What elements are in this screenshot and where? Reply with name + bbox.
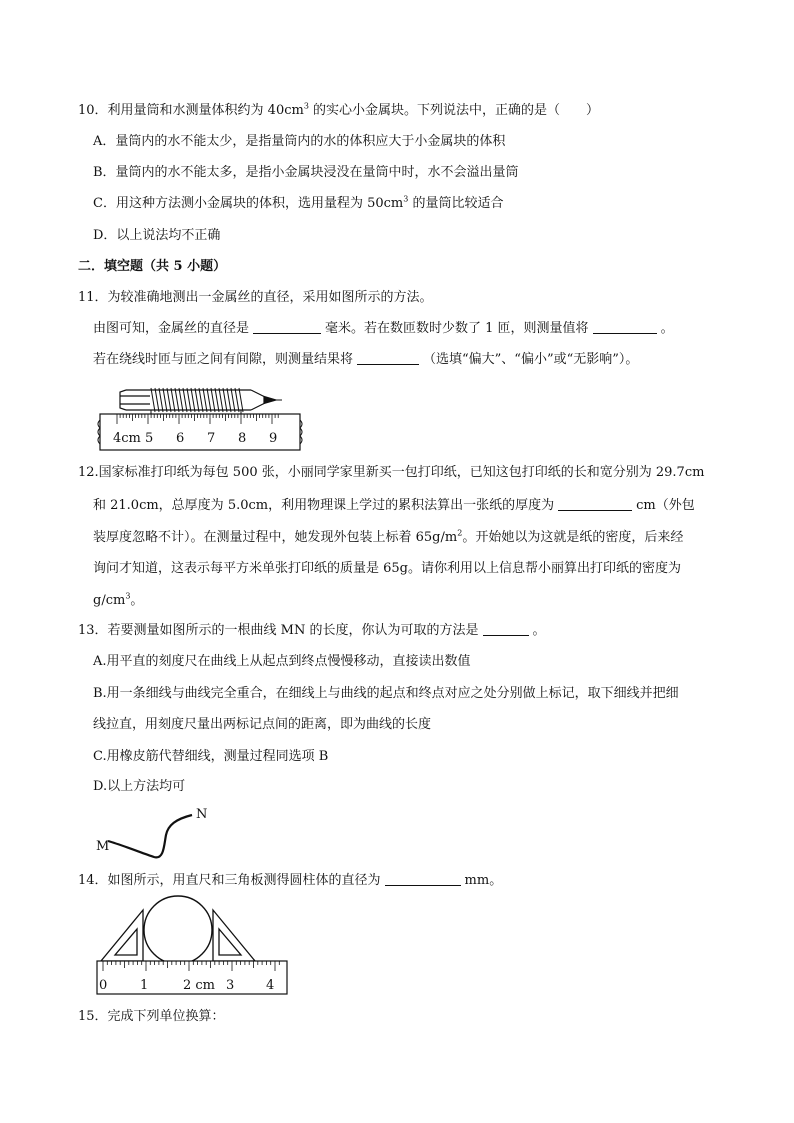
q12-line5-superscript: 3	[125, 591, 131, 601]
ruler	[97, 961, 287, 994]
curve-label-m: M	[96, 839, 110, 854]
q14-stem-text: 14．如图所示，用直尺和三角板测得圆柱体的直径为	[78, 873, 381, 888]
q11-line2-text: 若在绕线时匝与匝之间有间隙，则测量结果将	[93, 352, 354, 367]
q12-line3-superscript: 2	[457, 528, 463, 538]
cylinder-circle	[144, 896, 212, 964]
right-set-square	[213, 910, 255, 961]
q13-stem	[78, 622, 546, 640]
q13-stem-text: 13．若要测量如图所示的一根曲线 MN 的长度，你认为可取的方法是	[78, 623, 479, 638]
q14-ruler-label-2cm: 2 cm	[183, 978, 216, 993]
q10-option-b: B．量筒内的水不能太多，是指小金属块浸没在量筒中时，水不会溢出量筒	[93, 165, 519, 180]
q11-line2-text-2: （选填“偏大”、“偏小”或“无影响”）。	[423, 352, 639, 367]
q15-stem: 15．完成下列单位换算：	[78, 1009, 225, 1024]
q11-ruler-label-6: 6	[176, 431, 185, 446]
curve-mn	[108, 815, 192, 857]
q12-line5-text-end: 。	[130, 593, 144, 608]
q11-line1	[93, 320, 674, 338]
q12-line5	[93, 592, 143, 610]
q12-line2	[93, 497, 695, 515]
q14-ruler-label-0: 0	[99, 978, 108, 993]
section-heading: 二．填空题（共 5 小题）	[78, 259, 227, 274]
q13-option-a: A.用平直的刻度尺在曲线上从起点到终点慢慢移动，直接读出数值	[93, 654, 471, 669]
q14-blank-diameter[interactable]	[385, 872, 461, 886]
q11-line1-text: 由图可知，金属丝的直径是	[93, 321, 250, 336]
q10-option-c-text: C．用这种方法测小金属块的体积，选用量程为 50cm	[93, 196, 404, 211]
q10-option-a: A．量筒内的水不能太少，是指量筒内的水的体积应大于小金属块的体积	[93, 134, 506, 149]
ruler	[98, 414, 302, 450]
q10-option-c	[93, 195, 503, 213]
q12-line3	[93, 529, 683, 547]
q14-figure	[93, 900, 293, 996]
q13-option-c: C.用橡皮筋代替细线，测量过程同选项 B	[93, 749, 329, 764]
q11-blank-measured[interactable]	[593, 320, 657, 334]
q12-line2-text: 和 21.0cm，总厚度为 5.0cm，利用物理课上学过的累积法算出一张纸的厚度为	[93, 498, 555, 513]
q10-stem-superscript: 3	[303, 101, 309, 111]
q13-stem-text-end: 。	[532, 623, 546, 638]
q14-ruler-label-3: 3	[226, 978, 235, 993]
q14-stem-text-end: mm。	[464, 873, 503, 888]
q11-line2	[93, 351, 638, 369]
q13-option-b-line2: 线拉直，用刻度尺量出两标记点间的距离，即为曲线的长度	[93, 717, 432, 732]
q14-ruler-label-4: 4	[266, 978, 275, 993]
q11-stem: 11．为较准确地测出一金属丝的直径，采用如图所示的方法。	[78, 290, 433, 305]
q10-stem-text: 10．利用量筒和水测量体积约为 40cm	[78, 103, 304, 118]
q12-line1: 12.国家标准打印纸为每包 500 张，小丽同学家里新买一包打印纸，已知这包打印纸的长和宽分别为 29.7cm	[78, 465, 705, 480]
q10-option-c-text-end: 的量筒比较适合	[408, 196, 504, 211]
q11-figure	[96, 380, 306, 452]
q10-stem-text-end: 的实心小金属块。下列说法中，正确的是（ ）	[308, 103, 600, 118]
left-set-square	[101, 910, 143, 961]
curve-label-n: N	[196, 807, 208, 822]
q11-ruler-label-7: 7	[207, 431, 216, 446]
q11-blank-diameter[interactable]	[253, 320, 321, 334]
q11-ruler-label-8: 8	[238, 431, 247, 446]
q10-option-c-superscript: 3	[403, 194, 409, 204]
q12-line3-text: 装厚度忽略不计）。在测量过程中，她发现外包装上标着 65g/m	[93, 530, 458, 545]
q13-option-d: D.以上方法均可	[93, 779, 186, 794]
q11-blank-result[interactable]	[357, 351, 419, 365]
q13-option-b-line1: B.用一条细线与曲线完全重合，在细线上与曲线的起点和终点对应之处分别做上标记，取下细线并把细	[93, 686, 679, 701]
q14-ruler-label-1: 1	[140, 978, 149, 993]
q13-blank-method[interactable]	[483, 622, 529, 636]
q11-ruler-label-9: 9	[269, 431, 278, 446]
q12-line3-text-end: 。开始她以为这就是纸的密度，后来经	[462, 530, 684, 545]
q12-blank-thickness[interactable]	[558, 497, 632, 511]
q12-line2-text-2: cm（外包	[636, 498, 695, 513]
q11-ruler-label-4cm: 4cm	[113, 431, 141, 446]
q10-option-d: D．以上说法均不正确	[93, 228, 221, 243]
q14-stem	[78, 872, 502, 890]
q12-line5-text: g/cm	[93, 593, 126, 608]
q12-line4: 询问才知道，这表示每平方米单张打印纸的质量是 65g。请你利用以上信息帮小丽算出打印纸的密度为	[93, 561, 681, 576]
q11-line1-text-2: 毫米。若在数匝数时少数了 1 匝，则测量值将	[325, 321, 589, 336]
q11-ruler-label-5: 5	[145, 431, 154, 446]
q11-line1-text-3: 。	[660, 321, 674, 336]
q13-curve-figure	[92, 805, 222, 861]
q10-stem	[78, 102, 599, 120]
